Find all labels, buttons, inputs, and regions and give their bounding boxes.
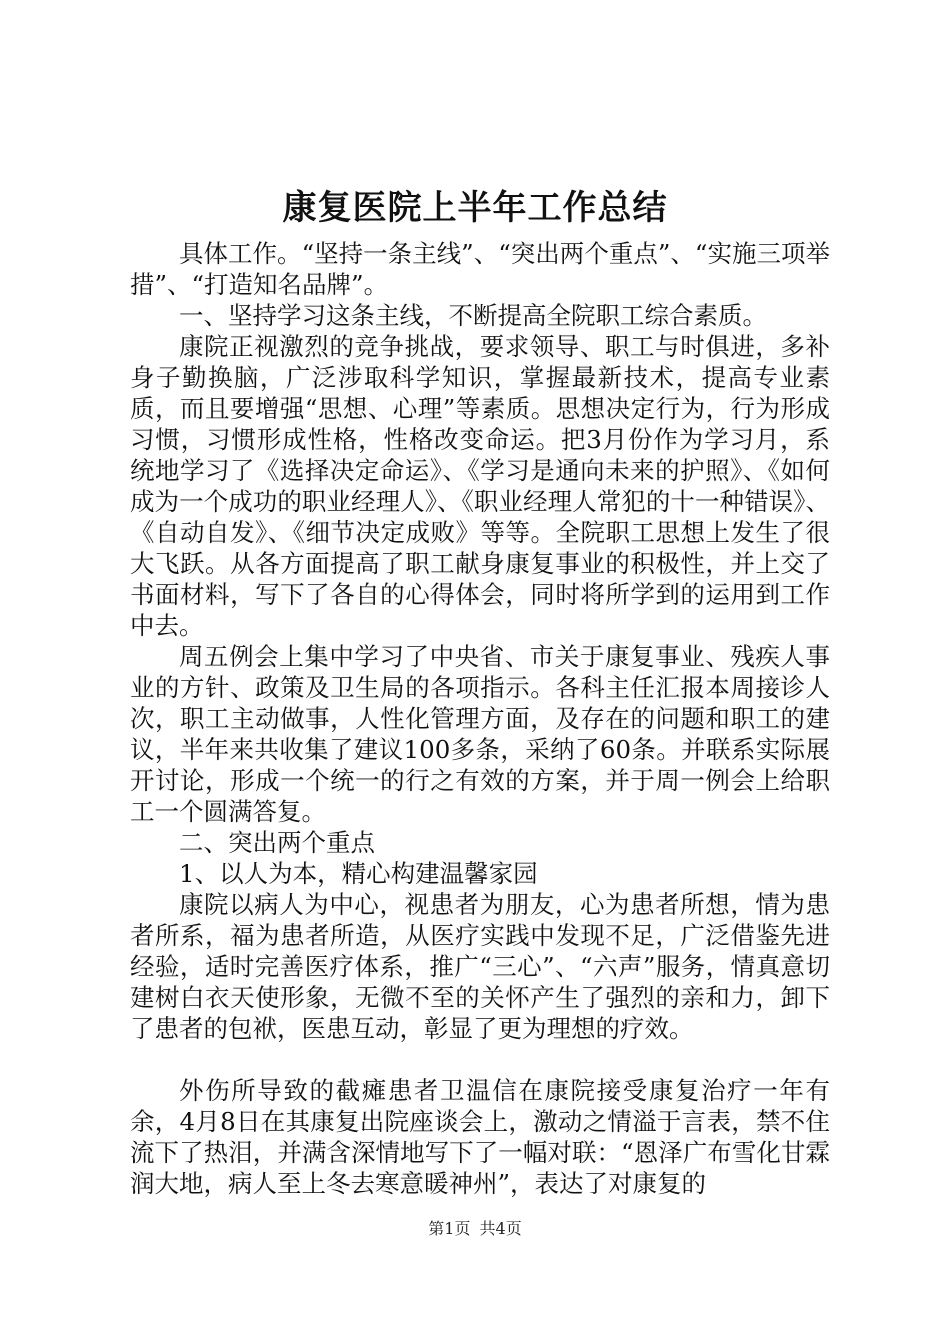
page-footer xyxy=(0,1218,950,1240)
page-total: 共4页 xyxy=(479,1219,522,1238)
paragraph-patient-care: 康院以病人为中心，视患者为朋友，心为患者所想，情为患者所系，福为患者所造，从医疗实践中发现不足，广泛借鉴先进经验，适时完善医疗体系，推广“三心”、“六声”服务，情真意切建树白衣天使形象，无微不至的关怀产生了强烈的亲和力，卸下了患者的包袱，医患互动，彰显了更为理想的疗效。 xyxy=(130,890,830,1043)
paragraph-weekly-meeting: 周五例会上集中学习了中央省、市关于康复事业、残疾人事业的方针、政策及卫生局的各项指示。各科主任汇报本周接诊人次，职工主动做事，人性化管理方面，及存在的问题和职工的建议，半年来共收集了建议100多条，采纳了60条。并联系实际展开讨论，形成一个统一的行之有效的方案，并于周一例会上给职工一个圆满答复。 xyxy=(130,642,830,826)
section-heading-2: 二、突出两个重点 xyxy=(179,828,375,857)
paragraph-study: 康院正视激烈的竞争挑战，要求领导、职工与时俱进，多补身子勤换脑，广泛涉取科学知识，掌握最新技术，提高专业素质，而且要增强“思想、心理”等素质。思想决定行为，行为形成习惯，习惯形成性格，性格改变命运。把3月份作为学习月，系统地学习了《选择决定命运》、《学习是通向未来的护照》、《如何成为一个成功的职业经理人》、《职业经理人常犯的十一种错误》、《自动自发》、《细节决定成败》等等。全院职工思想上发生了很大飞跃。从各方面提高了职工献身康复事业的积极性，并上交了书面材料，写下了各自的心得体会，同时将所学到的运用到工作中去。 xyxy=(130,332,830,640)
document-body xyxy=(130,238,830,1199)
subsection-heading-2-1: 1、以人为本，精心构建温馨家园 xyxy=(179,859,538,888)
page-number: 第1页 xyxy=(428,1219,471,1238)
paragraph-patient-story: 外伤所导致的截瘫患者卫温信在康院接受康复治疗一年有余，4月8日在其康复出院座谈会上，激动之情溢于言表，禁不住流下了热泪，并满含深情地写下了一幅对联：“恩泽广布雪化甘霖润大地，病人至上冬去寒意暖神州”，表达了对康复的 xyxy=(130,1076,830,1198)
page-title: 康复医院上半年工作总结 xyxy=(282,188,668,228)
paragraph-intro: 具体工作。“坚持一条主线”、“突出两个重点”、“实施三项举措”、“打造知名品牌”。 xyxy=(130,239,830,299)
section-heading-1: 一、坚持学习这条主线，不断提高全院职工综合素质。 xyxy=(179,301,767,330)
